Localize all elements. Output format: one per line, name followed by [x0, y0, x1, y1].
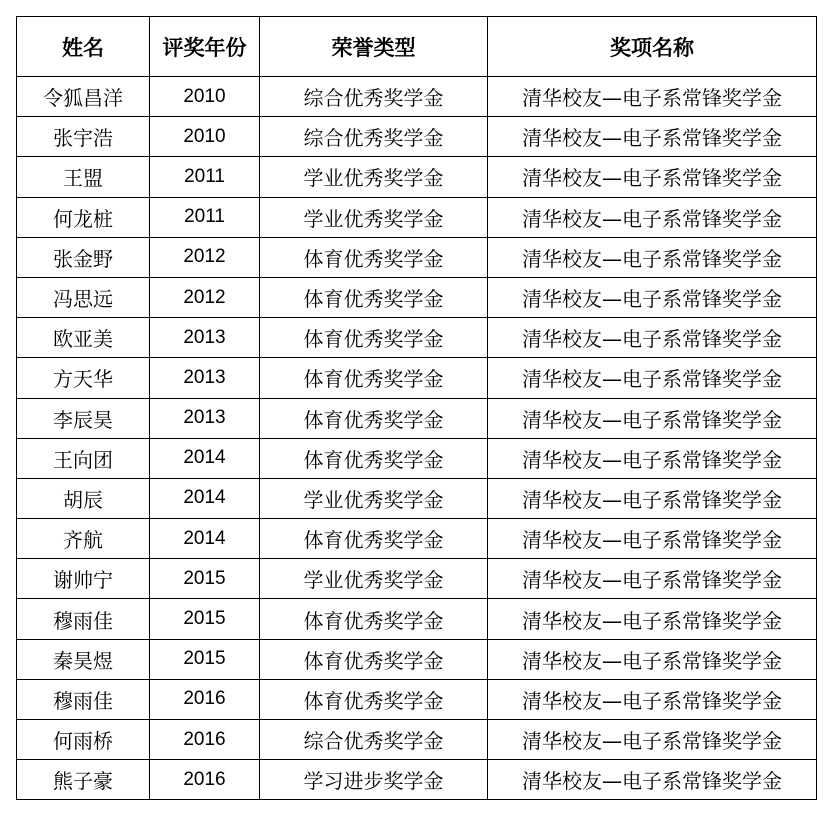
cell-name: 胡辰 [17, 478, 150, 518]
cell-year: 2014 [150, 478, 260, 518]
cell-award-name: 清华校友—电子系常锋奖学金 [488, 117, 817, 157]
cell-honor-type: 综合优秀奖学金 [260, 77, 488, 117]
table-body [17, 77, 817, 800]
cell-honor-type: 综合优秀奖学金 [260, 720, 488, 760]
cell-name: 张宇浩 [17, 117, 150, 157]
cell-year: 2015 [150, 639, 260, 679]
cell-year: 2016 [150, 720, 260, 760]
cell-award-name: 清华校友—电子系常锋奖学金 [488, 760, 817, 800]
table-row [17, 559, 817, 599]
cell-honor-type: 体育优秀奖学金 [260, 277, 488, 317]
cell-name: 李辰昊 [17, 398, 150, 438]
cell-honor-type: 体育优秀奖学金 [260, 519, 488, 559]
table-row [17, 358, 817, 398]
table-row [17, 720, 817, 760]
cell-award-name: 清华校友—电子系常锋奖学金 [488, 157, 817, 197]
cell-award-name: 清华校友—电子系常锋奖学金 [488, 599, 817, 639]
cell-honor-type: 体育优秀奖学金 [260, 398, 488, 438]
cell-honor-type: 学业优秀奖学金 [260, 157, 488, 197]
cell-honor-type: 体育优秀奖学金 [260, 237, 488, 277]
header-year: 评奖年份 [150, 17, 260, 77]
header-row [17, 17, 817, 77]
cell-award-name: 清华校友—电子系常锋奖学金 [488, 318, 817, 358]
cell-award-name: 清华校友—电子系常锋奖学金 [488, 438, 817, 478]
cell-year: 2012 [150, 237, 260, 277]
table-row [17, 318, 817, 358]
table-row [17, 237, 817, 277]
header-award-name: 奖项名称 [488, 17, 817, 77]
cell-year: 2013 [150, 318, 260, 358]
cell-award-name: 清华校友—电子系常锋奖学金 [488, 679, 817, 719]
cell-honor-type: 体育优秀奖学金 [260, 639, 488, 679]
cell-year: 2015 [150, 599, 260, 639]
table-row [17, 157, 817, 197]
cell-honor-type: 体育优秀奖学金 [260, 679, 488, 719]
cell-name: 欧亚美 [17, 318, 150, 358]
cell-name: 谢帅宁 [17, 559, 150, 599]
table-row [17, 519, 817, 559]
cell-award-name: 清华校友—电子系常锋奖学金 [488, 197, 817, 237]
cell-name: 熊子豪 [17, 760, 150, 800]
cell-year: 2014 [150, 519, 260, 559]
table-row [17, 760, 817, 800]
cell-honor-type: 学业优秀奖学金 [260, 478, 488, 518]
cell-name: 方天华 [17, 358, 150, 398]
header-name: 姓名 [17, 17, 150, 77]
cell-award-name: 清华校友—电子系常锋奖学金 [488, 237, 817, 277]
cell-honor-type: 体育优秀奖学金 [260, 438, 488, 478]
cell-award-name: 清华校友—电子系常锋奖学金 [488, 358, 817, 398]
cell-name: 齐航 [17, 519, 150, 559]
table-row [17, 438, 817, 478]
cell-award-name: 清华校友—电子系常锋奖学金 [488, 639, 817, 679]
cell-award-name: 清华校友—电子系常锋奖学金 [488, 559, 817, 599]
cell-name: 何雨桥 [17, 720, 150, 760]
cell-award-name: 清华校友—电子系常锋奖学金 [488, 77, 817, 117]
table-row [17, 197, 817, 237]
cell-award-name: 清华校友—电子系常锋奖学金 [488, 277, 817, 317]
cell-name: 秦昊煜 [17, 639, 150, 679]
cell-name: 穆雨佳 [17, 679, 150, 719]
cell-honor-type: 体育优秀奖学金 [260, 358, 488, 398]
cell-year: 2010 [150, 77, 260, 117]
cell-year: 2011 [150, 157, 260, 197]
table-row [17, 679, 817, 719]
cell-year: 2010 [150, 117, 260, 157]
cell-name: 穆雨佳 [17, 599, 150, 639]
cell-name: 王向团 [17, 438, 150, 478]
cell-year: 2013 [150, 358, 260, 398]
cell-honor-type: 学习进步奖学金 [260, 760, 488, 800]
header-honor-type: 荣誉类型 [260, 17, 488, 77]
table-row [17, 117, 817, 157]
cell-honor-type: 综合优秀奖学金 [260, 117, 488, 157]
cell-honor-type: 学业优秀奖学金 [260, 197, 488, 237]
cell-name: 令狐昌洋 [17, 77, 150, 117]
cell-year: 2016 [150, 679, 260, 719]
table-row [17, 639, 817, 679]
cell-award-name: 清华校友—电子系常锋奖学金 [488, 478, 817, 518]
table-row [17, 599, 817, 639]
cell-name: 张金野 [17, 237, 150, 277]
cell-year: 2014 [150, 438, 260, 478]
table-row [17, 398, 817, 438]
cell-year: 2013 [150, 398, 260, 438]
cell-award-name: 清华校友—电子系常锋奖学金 [488, 398, 817, 438]
cell-award-name: 清华校友—电子系常锋奖学金 [488, 519, 817, 559]
cell-name: 何龙桩 [17, 197, 150, 237]
cell-year: 2012 [150, 277, 260, 317]
cell-name: 冯思远 [17, 277, 150, 317]
table-row [17, 77, 817, 117]
cell-honor-type: 体育优秀奖学金 [260, 318, 488, 358]
cell-name: 王盟 [17, 157, 150, 197]
table-row [17, 277, 817, 317]
table-header [17, 17, 817, 77]
cell-honor-type: 学业优秀奖学金 [260, 559, 488, 599]
cell-year: 2016 [150, 760, 260, 800]
awards-table [16, 16, 817, 800]
cell-year: 2015 [150, 559, 260, 599]
table-row [17, 478, 817, 518]
cell-honor-type: 体育优秀奖学金 [260, 599, 488, 639]
cell-year: 2011 [150, 197, 260, 237]
cell-award-name: 清华校友—电子系常锋奖学金 [488, 720, 817, 760]
